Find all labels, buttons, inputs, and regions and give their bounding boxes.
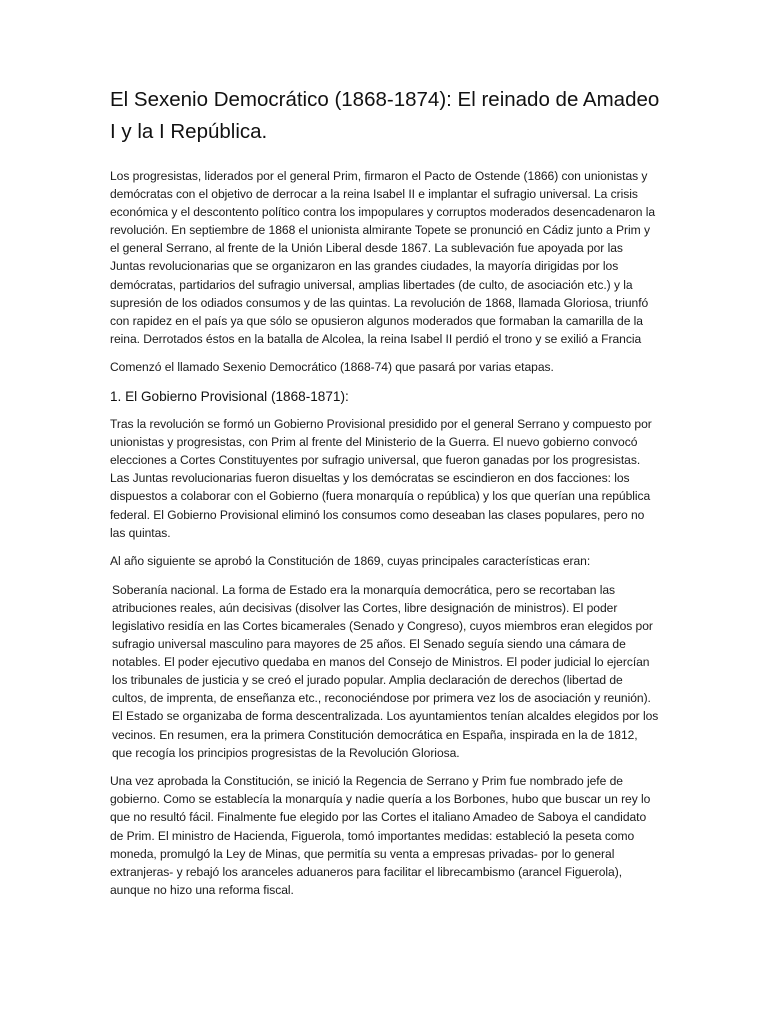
section-1-paragraph-2: Al año siguiente se aprobó la Constitución de 1869, cuyas principales características eran:	[110, 554, 591, 569]
section-1-heading: 1. El Gobierno Provisional (1868-1871):	[110, 389, 349, 405]
section-1-paragraph-4: Una vez aprobada la Constitución, se inició la Regencia de Serrano y Prim fue nombrado jefe de gobierno. Como se establecía la monarquía y nadie quería a los Borbones, hubo que buscar un rey lo que no resultó fácil. Finalmente fue elegido por las Cortes el italiano Amadeo de Saboya el candidato de Prim. El ministro de Hacienda, Figuerola, tomó importantes medidas: estableció la peseta como moneda, promulgó la Ley de Minas, que permitía su venta a empresas privadas- por lo general extranjeras- y rebajó los aranceles aduaneros para facilitar el librecambismo (arancel Figuerola), aunque no hizo una reforma fiscal.	[110, 774, 651, 897]
intro-paragraph-2: Comenzó el llamado Sexenio Democrático (1868-74) que pasará por varias etapas.	[110, 360, 554, 375]
intro-paragraph-1: Los progresistas, liderados por el general Prim, firmaron el Pacto de Ostende (1866) con unionistas y demócratas con el objetivo de derrocar a la reina Isabel II e implantar el sufragio universal. La crisis económica y el descontento político contra los impopulares y corruptos moderados desencadenaron la revolución. En septiembre de 1868 el unionista almirante Topete se pronunció en Cádiz junto a Prim y el general Serrano, al frente de la Unión Liberal desde 1867. La sublevación fue apoyada por las Juntas revolucionarias que se organizaron en las grandes ciudades, la mayoría dirigidas por los demócratas, partidarios del sufragio universal, amplias libertades (de culto, de asociación etc.) y la supresión de los odiados consumos y de las quintas. La revolución de 1868, llamada Gloriosa, triunfó con rapidez en el país ya que sólo se opusieron algunos moderados que formaban la camarilla de la reina. Derrotados éstos en la batalla de Alcolea, la reina Isabel II perdió el trono y se exilió a Francia	[110, 169, 656, 346]
section-1-paragraph-1: Tras la revolución se formó un Gobierno Provisional presidido por el general Serrano y compuesto por unionistas y progresistas, con Prim al frente del Ministerio de la Guerra. El nuevo gobierno convocó elecciones a Cortes Constituyentes por sufragio universal, que fueron ganadas por los progresistas. Las Juntas revolucionarias fueron disueltas y los demócratas se escindieron en dos facciones: los dispuestos a colaborar con el Gobierno (fuera monarquía o república) y los que querían una república federal. El Gobierno Provisional eliminó los consumos como deseaban las clases populares, pero no las quintas.	[110, 417, 652, 540]
section-1-paragraph-3: Soberanía nacional. La forma de Estado era la monarquía democrática, pero se recortaban las atribuciones reales, aún decisivas (disolver las Cortes, libre designación de ministros). El poder legislativo residía en las Cortes bicamerales (Senado y Congreso), cuyos miembros eran elegidos por sufragio universal masculino para mayores de 25 años. El Senado seguía siendo una cámara de notables. El poder ejecutivo quedaba en manos del Consejo de Ministros. El poder judicial lo ejercían los tribunales de justicia y se creó el jurado popular. Amplia declaración de derechos (libertad de cultos, de imprenta, de enseñanza etc., reconociéndose por primera vez los de asociación y reunión). El Estado se organizaba de forma descentralizada. Los ayuntamientos tenían alcaldes elegidos por los vecinos. En resumen, era la primera Constitución democrática en España, inspirada en la de 1812, que recogía los principios progresistas de la Revolución Gloriosa.	[112, 582, 659, 760]
document-title: El Sexenio Democrático (1868-1874): El reinado de Amadeo I y la I República.	[110, 88, 660, 143]
